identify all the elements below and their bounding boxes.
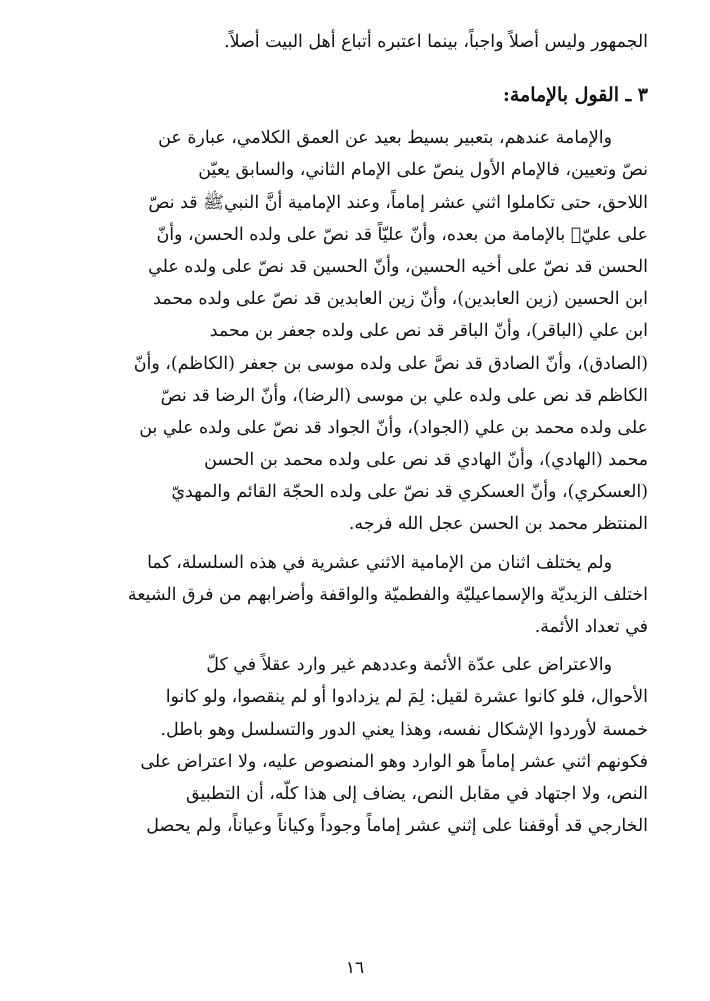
text-line: اللاحق، حتى تكاملوا اثني عشر إماماً، وعند الإمامية أنَّ النبيﷺ قد نصّ [148, 192, 648, 213]
paragraph-objection [62, 649, 648, 842]
text-line: الكاظم قد نص على ولده علي بن موسى (الرضا)، وأنّ الرضا قد نصّ [160, 385, 648, 406]
page-number: ١٦ [345, 958, 365, 978]
text-line: النص، ولا اجتهاد في مقابل النص، يضاف إلى هذا كلّه، أن التطبيق [185, 783, 648, 804]
text-line: ولم يختلف اثنان من الإمامية الاثني عشرية في هذه السلسلة، كما [147, 552, 612, 573]
text-line: نصّ وتعيين، فالإمام الأول ينصّ على الإمام الثاني، والسابق يعيّن [198, 160, 648, 181]
text-line: محمد (الهادي)، وأنّ الهادي قد نص على ولده محمد بن الحسن [204, 450, 648, 471]
text-line: ابن علي (الباقر)، وأنّ الباقر قد نص على ولده جعفر بن محمد [209, 321, 648, 342]
text-line: خمسة لأوردوا الإشكال نفسه، وهذا يعني الدور والتسلسل وهو باطل. [160, 719, 648, 740]
text-line: والاعتراض على عدّة الأئمة وعددهم غير وارد عقلاً في كلّ [206, 655, 612, 676]
text-line: الأحوال، فلو كانوا عشرة لقيل: لِمَ لم يزدادوا أو لم ينقصوا، ولو كانوا [165, 687, 648, 708]
text-line: على ولده محمد بن علي (الجواد)، وأنّ الجواد قد نصّ على ولده علي بن [139, 417, 648, 438]
text-line: المنتظر محمد بن الحسن عجل الله فرجه. [348, 514, 648, 535]
intro-text [62, 26, 648, 58]
section-heading: ٣ ـ القول بالإمامة: [502, 84, 648, 107]
paragraph-no-disagreement [62, 547, 648, 644]
text-line: (العسكري)، وأنّ العسكري قد نصّ على ولده الحجّة القائم والمهديّ [171, 482, 648, 503]
text-line: الجمهور وليس أصلاً واجباً، بينما اعتبره أتباع أهل البيت أصلاً. [224, 32, 648, 52]
text-line: ابن الحسين (زين العابدين)، وأنّ زين العابدين قد نصّ على ولده محمد [153, 289, 648, 310]
text-line: والإمامة عندهم، بتعبير بسيط بعيد عن العمق الكلامي، عبارة عن [158, 128, 612, 149]
text-line: على عليّ﷣ بالإمامة من بعده، وأنّ عليّاً قد نصّ على ولده الحسن، وأنّ [156, 224, 648, 245]
page-body [62, 26, 648, 842]
text-line: الخارجي قد أوقفنا على إثني عشر إماماً وجوداً وكياناً وعياناً، ولم يحصل [146, 816, 648, 837]
text-line: اختلف الزيديّة والإسماعيليّة والفطميّة والواقفة وأضرابهم من فرق الشيعة [127, 584, 648, 605]
text-line: (الصادق)، وأنّ الصادق قد نصَّ على ولده موسى بن جعفر (الكاظم)، وأنّ [133, 353, 648, 374]
text-line: فكونهم اثني عشر إماماً هو الوارد وهو المنصوص عليه، ولا اعتراض على [140, 751, 648, 772]
text-line: الحسن قد نصّ على أخيه الحسين، وأنّ الحسين قد نصّ على ولده علي [148, 256, 648, 277]
text-line: في تعداد الأئمة. [534, 617, 648, 637]
paragraph-imamate-definition [62, 122, 648, 540]
